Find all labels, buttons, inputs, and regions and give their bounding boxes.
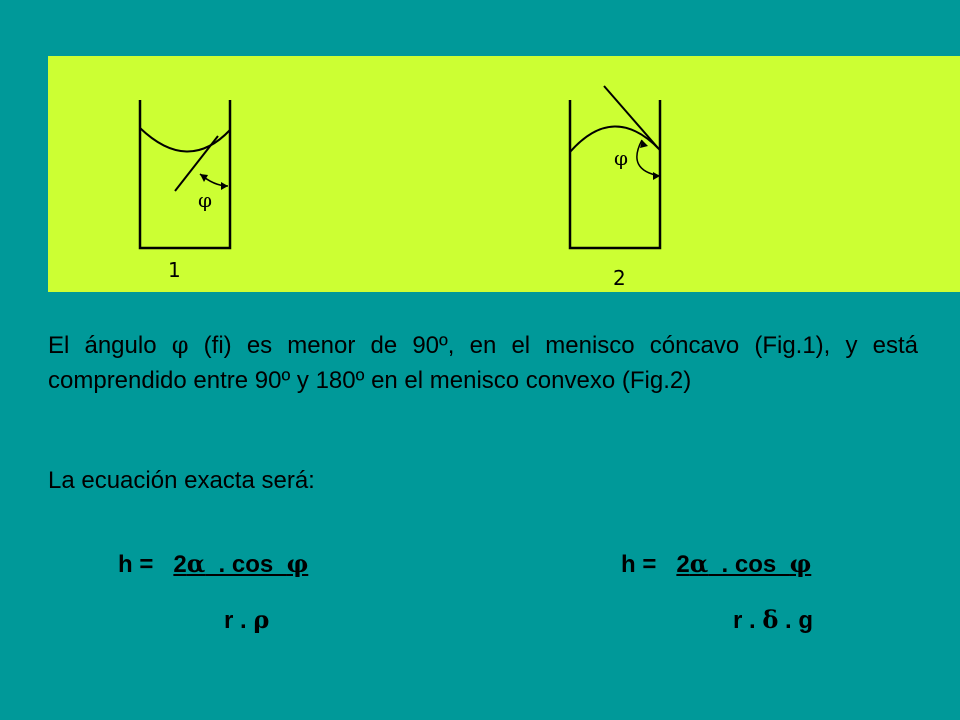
tube-1-outline (140, 100, 230, 248)
arrowhead-1a (200, 174, 208, 182)
concave-meniscus-curve (140, 128, 230, 152)
angle-label-fig1: φ (198, 188, 213, 212)
arrowhead-1b (221, 182, 228, 190)
diagram-panel (48, 56, 960, 292)
phi-symbol: φ (171, 331, 189, 359)
figure-2-label: 2 (613, 266, 626, 290)
tube-2-outline (570, 100, 660, 248)
explanation-paragraph: El ángulo φ (fi) es menor de 90º, en el menisco cóncavo (Fig.1), y está comprendido entre 90º y 180º en el menisco convexo (Fig.2) (48, 331, 919, 394)
equation-1-numerator-line: h = 2α . cos φ (118, 549, 309, 578)
equation-intro: La ecuación exacta será: (48, 467, 315, 494)
meniscus-diagram (48, 56, 960, 292)
figure-1-label: 1 (168, 258, 181, 282)
equation-2-numerator-line: h = 2α . cos φ (621, 549, 812, 578)
equation-2-denominator: r . δ . g (733, 605, 814, 634)
equation-1-denominator: r . ρ (224, 605, 270, 634)
figure-1-concave-meniscus (140, 100, 230, 248)
angle-label-fig2: φ (614, 146, 629, 170)
tangent-line-2 (604, 86, 658, 148)
tangent-line-1 (175, 136, 218, 191)
